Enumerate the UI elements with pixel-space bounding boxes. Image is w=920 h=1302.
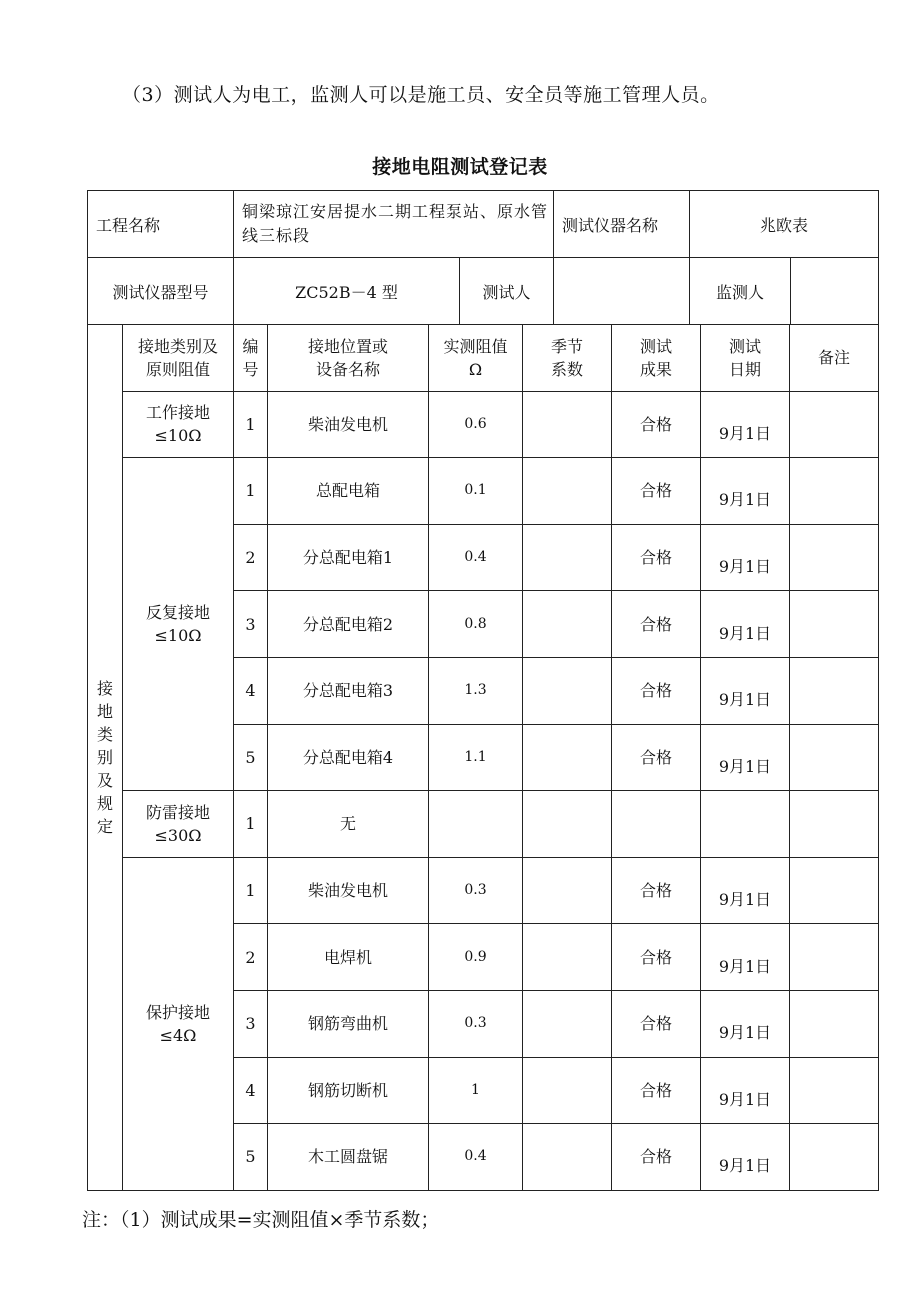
result-cell: 合格: [612, 524, 701, 591]
project-label: 工程名称: [88, 191, 234, 258]
season-cell: [523, 524, 612, 591]
col-result: 测试 成果: [612, 325, 701, 392]
result-cell: 合格: [612, 924, 701, 991]
location-cell: 钢筋切断机: [268, 1057, 429, 1124]
row-number-cell: 2: [234, 524, 268, 591]
season-cell: [523, 924, 612, 991]
col-category: 接地类别及 原则阻值: [123, 325, 234, 392]
date-cell: [701, 791, 790, 858]
season-cell: [523, 591, 612, 658]
row-number-cell: 1: [234, 791, 268, 858]
location-cell: 电焊机: [268, 924, 429, 991]
resistance-cell: 0.9: [429, 924, 523, 991]
location-cell: 木工圆盘锯: [268, 1124, 429, 1191]
col-season: 季节 系数: [523, 325, 612, 392]
location-cell: 总配电箱: [268, 458, 429, 525]
tester-label: 测试人: [460, 258, 554, 325]
table-row: [88, 458, 879, 525]
result-cell: 合格: [612, 724, 701, 791]
location-cell: 柴油发电机: [268, 391, 429, 458]
location-cell: 柴油发电机: [268, 857, 429, 924]
remark-cell: [790, 1124, 879, 1191]
date-cell: 9月1日: [701, 657, 790, 724]
category-cell: 反复接地 ≤10Ω: [123, 458, 234, 791]
date-cell: 9月1日: [701, 1057, 790, 1124]
table-row: [88, 791, 879, 858]
result-cell: 合格: [612, 657, 701, 724]
location-cell: 分总配电箱1: [268, 524, 429, 591]
row-number-cell: 1: [234, 391, 268, 458]
remark-cell: [790, 1057, 879, 1124]
model-value: ZC52B－4 型: [234, 258, 460, 325]
remark-cell: [790, 791, 879, 858]
location-cell: 分总配电箱4: [268, 724, 429, 791]
monitor-value: [791, 258, 879, 325]
date-cell: 9月1日: [701, 591, 790, 658]
col-resistance: 实测阻值 Ω: [429, 325, 523, 392]
row-number-cell: 2: [234, 924, 268, 991]
col-date: 测试 日期: [701, 325, 790, 392]
category-cell: 防雷接地 ≤30Ω: [123, 791, 234, 858]
row-number-cell: 4: [234, 1057, 268, 1124]
result-cell: 合格: [612, 857, 701, 924]
remark-cell: [790, 657, 879, 724]
remark-cell: [790, 524, 879, 591]
resistance-cell: [429, 791, 523, 858]
resistance-cell: 0.8: [429, 591, 523, 658]
column-header-row: [88, 325, 879, 392]
result-cell: 合格: [612, 458, 701, 525]
col-remark: 备注: [790, 325, 879, 392]
model-label: 测试仪器型号: [88, 258, 234, 325]
table-row: [88, 391, 879, 458]
resistance-cell: 0.3: [429, 990, 523, 1057]
instrument-name-value: 兆欧表: [690, 191, 879, 258]
season-cell: [523, 657, 612, 724]
header-table: [87, 190, 879, 325]
grounding-table: [87, 324, 879, 1191]
resistance-cell: 0.1: [429, 458, 523, 525]
location-cell: 分总配电箱3: [268, 657, 429, 724]
location-cell: 钢筋弯曲机: [268, 990, 429, 1057]
season-cell: [523, 791, 612, 858]
resistance-cell: 0.4: [429, 524, 523, 591]
remark-cell: [790, 591, 879, 658]
category-cell: 工作接地 ≤10Ω: [123, 391, 234, 458]
resistance-cell: 1.3: [429, 657, 523, 724]
remark-cell: [790, 458, 879, 525]
result-cell: [612, 791, 701, 858]
date-cell: 9月1日: [701, 458, 790, 525]
category-cell: 保护接地 ≤4Ω: [123, 857, 234, 1190]
row-number-cell: 4: [234, 657, 268, 724]
col-location: 接地位置或 设备名称: [268, 325, 429, 392]
resistance-cell: 1: [429, 1057, 523, 1124]
remark-cell: [790, 724, 879, 791]
remark-cell: [790, 391, 879, 458]
remark-cell: [790, 990, 879, 1057]
resistance-cell: 0.3: [429, 857, 523, 924]
date-cell: 9月1日: [701, 391, 790, 458]
date-cell: 9月1日: [701, 857, 790, 924]
date-cell: 9月1日: [701, 524, 790, 591]
col-number: 编 号: [234, 325, 268, 392]
season-cell: [523, 724, 612, 791]
date-cell: 9月1日: [701, 990, 790, 1057]
result-cell: 合格: [612, 591, 701, 658]
result-cell: 合格: [612, 1124, 701, 1191]
season-cell: [523, 391, 612, 458]
resistance-cell: 0.4: [429, 1124, 523, 1191]
result-cell: 合格: [612, 1057, 701, 1124]
resistance-cell: 1.1: [429, 724, 523, 791]
footnote: 注：（1）测试成果=实测阻值×季节系数；: [82, 1209, 440, 1231]
intro-paragraph: （3）测试人为电工，监测人可以是施工员、安全员等施工管理人员。: [122, 84, 720, 106]
row-number-cell: 3: [234, 990, 268, 1057]
date-cell: 9月1日: [701, 1124, 790, 1191]
monitor-label: 监测人: [690, 258, 791, 325]
remark-cell: [790, 924, 879, 991]
project-value: 铜梁琼江安居提水二期工程泵站、原水管线三标段: [234, 191, 554, 258]
season-cell: [523, 1057, 612, 1124]
tester-value: [554, 258, 690, 325]
season-cell: [523, 990, 612, 1057]
row-number-cell: 5: [234, 724, 268, 791]
remark-cell: [790, 857, 879, 924]
result-cell: 合格: [612, 391, 701, 458]
side-label: 接 地 类 别 及 规 定: [88, 325, 123, 1191]
resistance-cell: 0.6: [429, 391, 523, 458]
instrument-name-label: 测试仪器名称: [554, 191, 690, 258]
row-number-cell: 5: [234, 1124, 268, 1191]
result-cell: 合格: [612, 990, 701, 1057]
page-title: 接地电阻测试登记表: [372, 156, 548, 178]
row-number-cell: 3: [234, 591, 268, 658]
row-number-cell: 1: [234, 857, 268, 924]
season-cell: [523, 857, 612, 924]
date-cell: 9月1日: [701, 924, 790, 991]
location-cell: 分总配电箱2: [268, 591, 429, 658]
season-cell: [523, 1124, 612, 1191]
table-row: [88, 857, 879, 924]
date-cell: 9月1日: [701, 724, 790, 791]
row-number-cell: 1: [234, 458, 268, 525]
location-cell: 无: [268, 791, 429, 858]
season-cell: [523, 458, 612, 525]
